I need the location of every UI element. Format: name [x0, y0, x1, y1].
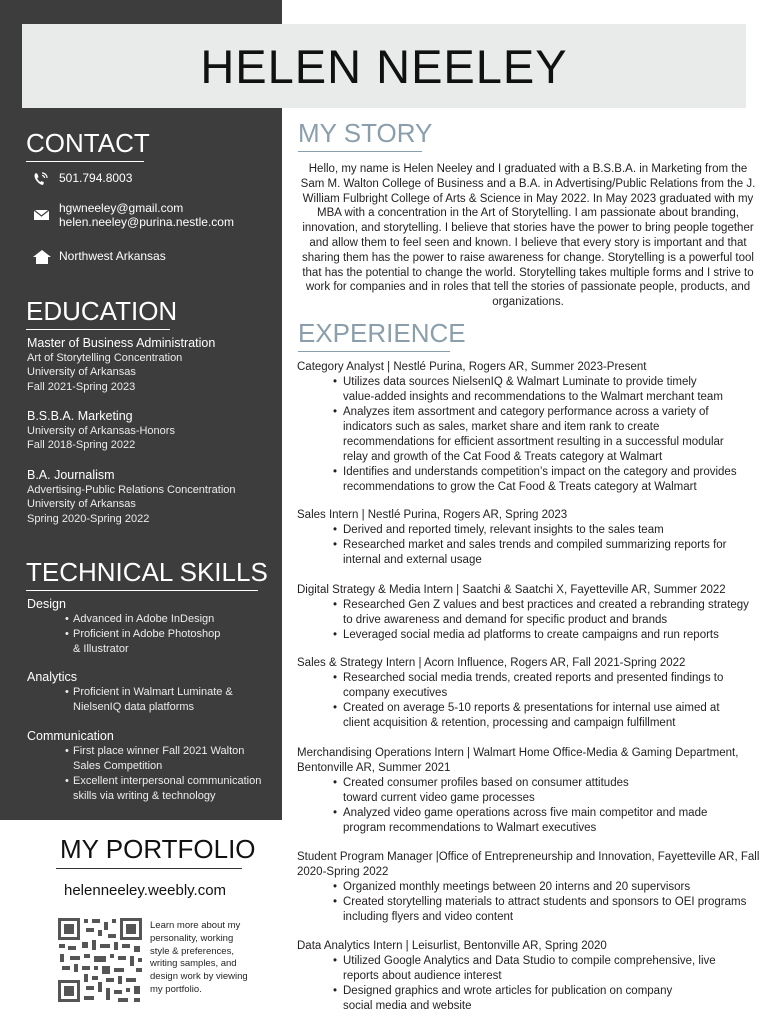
- experience-entry: [297, 939, 761, 1014]
- home-icon: [32, 249, 54, 265]
- education-detail: Fall 2021-Spring 2023: [27, 380, 136, 393]
- portfolio-heading: MY PORTFOLIO: [60, 834, 256, 864]
- job-bullet: • Utilized Google Analytics and Data Studio to compile comprehensive, live reports about audience interest: [333, 954, 733, 984]
- job-bullet: • Analyzed video game operations across five main competitor and made program recommendations to Walmart executives: [333, 806, 733, 836]
- experience-rule: [298, 351, 450, 352]
- job-title: Merchandising Operations Intern | Walmart Home Office-Media & Gaming Department, Bentonville AR, Summer 2021: [297, 747, 739, 774]
- skill-item: • First place winner Fall 2021 Walton Sales Competition: [65, 744, 253, 774]
- education-detail: University of Arkansas-Honors: [27, 424, 175, 437]
- portfolio-link[interactable]: helenneeley.weebly.com: [64, 882, 227, 899]
- job-title: Sales & Strategy Intern | Acorn Influence, Rogers AR, Fall 2021-Spring 2022: [297, 657, 686, 669]
- skill-item: • Advanced in Adobe InDesign: [65, 612, 272, 627]
- contact-rule: [26, 161, 144, 162]
- education-rule: [26, 329, 170, 330]
- experience-entry: [297, 746, 761, 836]
- education-detail: Spring 2020-Spring 2022: [27, 512, 150, 525]
- job-bullet: • Organized monthly meetings between 20 interns and 20 supervisors: [333, 880, 761, 895]
- qr-code-icon[interactable]: [56, 916, 144, 1004]
- job-bullet: • Created on average 5-10 reports & presentations for internal use aimed at client acquisition & retention, processing and campaign fulfillment: [333, 701, 733, 731]
- job-bullets: [297, 523, 761, 568]
- phone-icon: [32, 171, 54, 187]
- education-detail: Advertising-Public Relations Concentration: [27, 483, 236, 496]
- skill-item: • Excellent interpersonal communication skills via writing & technology: [65, 774, 273, 804]
- portfolio-rule: [56, 868, 242, 869]
- story-heading: MY STORY: [298, 118, 433, 148]
- job-bullets: [297, 776, 761, 836]
- education-detail: Art of Storytelling Concentration: [27, 351, 183, 364]
- contact-heading: CONTACT: [26, 128, 150, 158]
- education-detail: University of Arkansas: [27, 498, 136, 511]
- skill-item: • Proficient in Walmart Luminate & NielsenIQ data platforms: [65, 685, 243, 715]
- skill-group-communication: [27, 729, 272, 804]
- mail-icon: [32, 208, 54, 224]
- education-degree: Master of Business Administration: [27, 336, 216, 350]
- job-bullet: • Created storytelling materials to attract students and sponsors to OEI programs including flyers and video content: [333, 895, 761, 925]
- experience-entry: [297, 583, 761, 643]
- location-text: Northwest Arkansas: [59, 249, 166, 263]
- job-bullets: [297, 671, 761, 731]
- job-bullet: • Researched social media trends, created reports and presented findings to company executives: [333, 671, 733, 701]
- contact-email: [32, 201, 234, 229]
- experience-entry: [297, 360, 761, 495]
- education-detail: Fall 2018-Spring 2022: [27, 439, 136, 452]
- job-bullet: • Analyzes item assortment and category performance across a variety of indicators such as sales, market share and item rank to create recommendations for efficient assortment resulting in a successful modular relay and growth of the Cat Food & Treats category at Walmart: [333, 405, 733, 465]
- skill-list: [27, 612, 272, 657]
- name-banner: [22, 24, 746, 108]
- skill-group-title: Design: [27, 597, 66, 611]
- skills-heading: TECHNICAL SKILLS: [26, 557, 268, 587]
- contact-location: [32, 249, 166, 265]
- job-bullet: • Derived and reported timely, relevant insights to the sales team: [333, 523, 761, 538]
- job-title: Student Program Manager |Office of Entrepreneurship and Innovation, Fayetteville AR, Fall 2020-Spring 2022: [297, 851, 760, 878]
- job-bullet: • Identifies and understands competition’s impact on the category and provides recommendations to grow the Cat Food & Treats category at Walmart: [333, 465, 761, 495]
- email-work[interactable]: helen.neeley@purina.nestle.com: [59, 215, 234, 229]
- email-personal[interactable]: hgwneeley@gmail.com: [59, 201, 184, 215]
- experience-heading: EXPERIENCE: [298, 318, 466, 348]
- job-bullets: [297, 954, 761, 1014]
- job-title: Digital Strategy & Media Intern | Saatchi & Saatchi X, Fayetteville AR, Summer 2022: [297, 584, 726, 596]
- education-heading: EDUCATION: [26, 296, 178, 326]
- skill-group-title: Analytics: [27, 670, 78, 684]
- skills-rule: [26, 590, 258, 591]
- education-entry: [27, 409, 175, 453]
- job-title: Category Analyst | Nestlé Purina, Rogers AR, Summer 2023-Present: [297, 361, 647, 373]
- education-degree: B.A. Journalism: [27, 468, 115, 482]
- education-degree: B.S.B.A. Marketing: [27, 409, 133, 423]
- job-title: Data Analytics Intern | Leisurlist, Bentonville AR, Spring 2020: [297, 940, 607, 952]
- education-entry: [27, 468, 236, 526]
- skill-group-analytics: [27, 670, 272, 715]
- story-rule: [298, 151, 422, 152]
- job-bullets: [297, 880, 761, 925]
- skill-list: [27, 685, 272, 715]
- job-bullets: [297, 375, 761, 495]
- portfolio-note: Learn more about my personality, working style & preferences, writing samples, and design work by viewing my portfolio.: [150, 920, 248, 995]
- resume-name: HELEN NEELEY: [200, 39, 568, 93]
- job-bullet: • Utilizes data sources NielsenIQ & Walmart Luminate to provide timely value-added insights and recommendations to the Walmart merchant team: [333, 375, 729, 405]
- job-title: Sales Intern | Nestlé Purina, Rogers AR, Spring 2023: [297, 509, 568, 521]
- contact-phone: [32, 171, 132, 187]
- job-bullet: • Leveraged social media ad platforms to create campaigns and run reports: [333, 628, 761, 643]
- experience-entry: [297, 656, 761, 731]
- education-entry: [27, 336, 215, 394]
- job-bullet: • Designed graphics and wrote articles for publication on company social media and website: [333, 984, 693, 1014]
- skill-group-title: Communication: [27, 729, 114, 743]
- experience-entry: [297, 850, 761, 925]
- phone-number[interactable]: 501.794.8003: [59, 171, 133, 185]
- job-bullets: [297, 598, 761, 643]
- experience-entry: [297, 508, 761, 568]
- job-bullet: • Researched Gen Z values and best practices and created a rebranding strategy to drive awareness and demand for specific product and brands: [333, 598, 761, 628]
- job-bullet: • Created consumer profiles based on consumer attitudes toward current video game processes: [333, 776, 643, 806]
- skill-group-design: [27, 597, 272, 657]
- skill-list: [27, 744, 272, 804]
- education-detail: University of Arkansas: [27, 366, 136, 379]
- story-paragraph: Hello, my name is Helen Neeley and I graduated with a B.S.B.A. in Marketing from the Sam M. Walton College of Business and a B.A. in Advertising/Public Relations from the J. William Fulbright College of Arts & Science in May 2022. In May 2023 graduated with my MBA with a concentration in the Art of Storytelling. I am passionate about branding, innovation, and storytelling. I believe that stories have the power to bring people together and allow them to feel seen and known. I believe that every story is important and that sharing them has the power to raise awareness for change. Storytelling is a powerful tool that has the potential to change the world. Storytelling takes multiple forms and I strive to work for companies and in roles that tell the stories of passionate people, products, and organizations.: [300, 163, 756, 309]
- skill-item: • Proficient in Adobe Photoshop & Illustrator: [65, 627, 223, 657]
- job-bullet: • Researched market and sales trends and compiled summarizing reports for internal and external usage: [333, 538, 733, 568]
